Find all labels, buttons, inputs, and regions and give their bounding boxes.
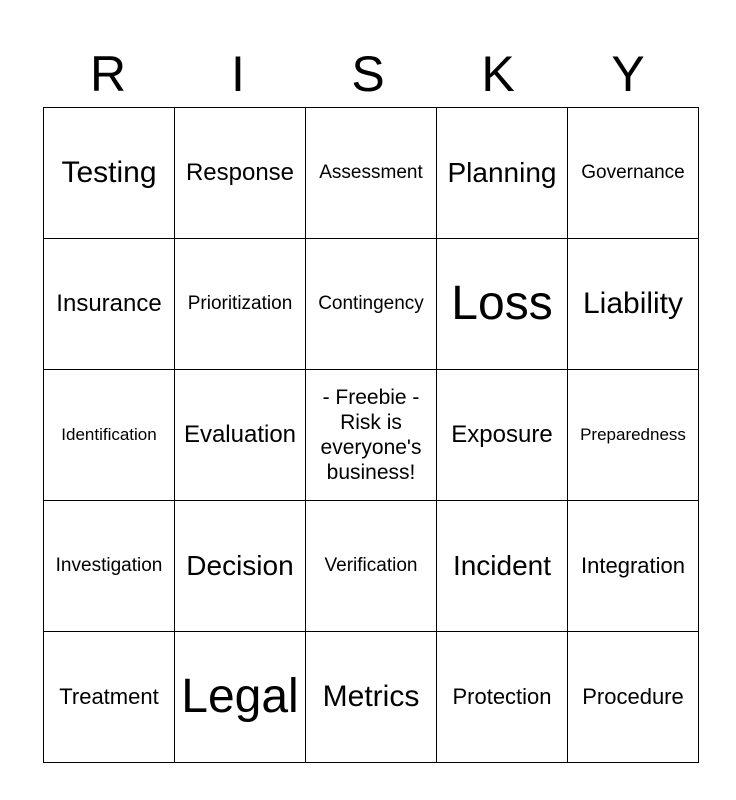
bingo-cell[interactable]: Procedure <box>568 632 699 763</box>
board-row <box>44 632 699 763</box>
bingo-cell[interactable]: Insurance <box>44 239 175 370</box>
bingo-cell[interactable]: Protection <box>437 632 568 763</box>
board-row <box>44 501 699 632</box>
board-row <box>44 370 699 501</box>
header-letter-i: I <box>231 46 245 102</box>
bingo-cell[interactable]: Governance <box>568 108 699 239</box>
bingo-cell[interactable]: Preparedness <box>568 370 699 501</box>
bingo-cell[interactable]: Response <box>175 108 306 239</box>
bingo-cell[interactable]: Legal <box>175 632 306 763</box>
bingo-cell[interactable]: Investigation <box>44 501 175 632</box>
bingo-cell[interactable]: Incident <box>437 501 568 632</box>
bingo-cell[interactable]: Evaluation <box>175 370 306 501</box>
board-row <box>44 108 699 239</box>
header-letter-s: S <box>351 46 385 102</box>
bingo-cell[interactable]: Testing <box>44 108 175 239</box>
bingo-board <box>43 107 699 763</box>
header-letter-r: R <box>89 46 127 102</box>
bingo-cell[interactable]: Identification <box>44 370 175 501</box>
free-space-cell[interactable] <box>306 370 437 501</box>
board-row <box>44 239 699 370</box>
header-letter-k: K <box>481 46 515 102</box>
free-space-line: business! <box>326 461 416 485</box>
bingo-cell[interactable]: Liability <box>568 239 699 370</box>
bingo-cell[interactable]: Metrics <box>306 632 437 763</box>
free-space-line: everyone's <box>320 436 422 459</box>
bingo-header <box>43 40 693 108</box>
free-space-line: Risk is <box>340 410 402 434</box>
bingo-cell[interactable]: Exposure <box>437 370 568 501</box>
bingo-cell[interactable]: Contingency <box>306 239 437 370</box>
bingo-cell[interactable]: Loss <box>437 239 568 370</box>
header-letter-y: Y <box>611 46 645 102</box>
bingo-cell[interactable]: Prioritization <box>175 239 306 370</box>
bingo-cell[interactable]: Assessment <box>306 108 437 239</box>
free-space-line: - Freebie - <box>322 385 420 409</box>
bingo-cell[interactable]: Decision <box>175 501 306 632</box>
bingo-cell[interactable]: Treatment <box>44 632 175 763</box>
bingo-cell[interactable]: Planning <box>437 108 568 239</box>
bingo-cell[interactable]: Integration <box>568 501 699 632</box>
bingo-cell[interactable]: Verification <box>306 501 437 632</box>
